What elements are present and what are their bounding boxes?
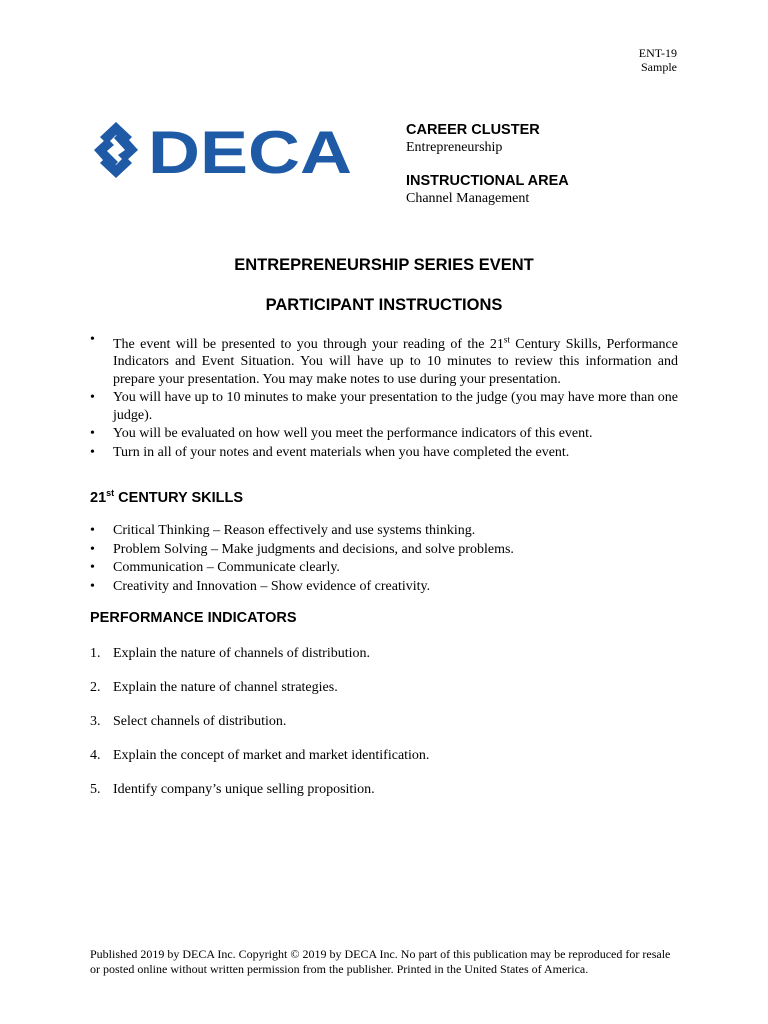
skills-section (90, 522, 678, 596)
performance-indicator-item: 3. Select channels of distribution. (90, 714, 287, 729)
cluster-block (406, 122, 569, 224)
instructions-title: PARTICIPANT INSTRUCTIONS (265, 296, 503, 314)
instructions-list (90, 331, 678, 461)
deca-logo (92, 120, 362, 180)
skills-list (90, 522, 678, 595)
event-title: ENTREPRENEURSHIP SERIES EVENT (234, 256, 534, 274)
event-code: ENT-19 (638, 46, 677, 60)
skill-item: • Communication – Communicate clearly. (90, 559, 678, 577)
skill-item: • Critical Thinking – Reason effectively and use systems thinking. (90, 522, 678, 540)
instructions-section (90, 331, 678, 462)
instruction-item: • Turn in all of your notes and event materials when you have completed the event. (90, 444, 678, 462)
performance-indicator-item: 2. Explain the nature of channel strategies. (90, 680, 338, 695)
instructional-area-label: INSTRUCTIONAL AREA (406, 173, 569, 189)
instructional-area-value: Channel Management (406, 191, 530, 206)
instruction-item: • You will have up to 10 minutes to make your presentation to the judge (you may have more than one judge). (90, 389, 678, 424)
deca-diamond-icon (94, 122, 138, 178)
skill-item: • Creativity and Innovation – Show evidence of creativity. (90, 578, 678, 596)
instruction-item: • The event will be presented to you through your reading of the 21st Century Skills, Performance Indicators and Event Situation. You will have up to 10 minutes to review this information and prepare your presentation. You may make notes to use during your presentation. (90, 331, 678, 388)
ordinal-suffix: st (503, 334, 510, 344)
performance-indicator-item: 1. Explain the nature of channels of distribution. (90, 646, 370, 661)
performance-indicators-heading: PERFORMANCE INDICATORS (90, 610, 297, 626)
skills-heading: 21st CENTURY SKILLS (90, 488, 244, 506)
career-cluster-value: Entrepreneurship (406, 140, 503, 155)
performance-indicator-item: 5. Identify company’s unique selling proposition. (90, 782, 375, 797)
instruction-item: • You will be evaluated on how well you meet the performance indicators of this event. (90, 425, 678, 443)
document-code (639, 46, 677, 74)
performance-indicator-item: 4. Explain the concept of market and market identification. (90, 748, 430, 763)
performance-indicators-section (90, 645, 678, 815)
sample-label: Sample (641, 60, 677, 74)
career-cluster-label: CAREER CLUSTER (406, 122, 540, 138)
deca-logo-text: DECA (148, 120, 352, 180)
performance-indicators-list (90, 645, 678, 799)
skill-item: • Problem Solving – Make judgments and decisions, and solve problems. (90, 541, 678, 559)
copyright-footer: Published 2019 by DECA Inc. Copyright © 2019 by DECA Inc. No part of this publication may be reproduced for resale or posted online without written permission from the publisher. Printed in the United States of America. (90, 947, 671, 976)
